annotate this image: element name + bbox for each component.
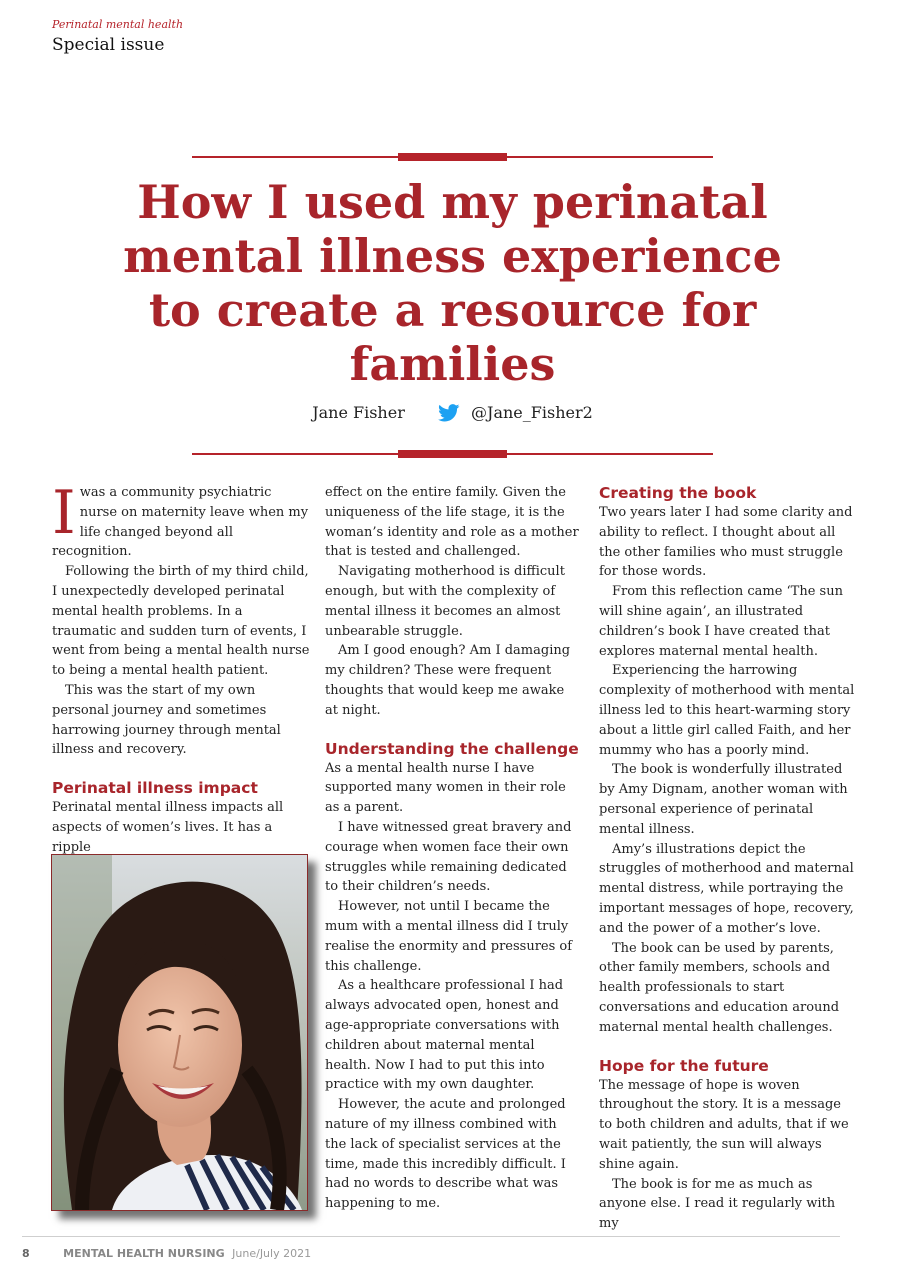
twitter-bird-icon: [438, 404, 460, 422]
paragraph: However, the acute and prolonged nature of my illness combined with the lack of specialist services at the time, made this incredibly difficult. I had no words to describe what was happening to me.: [325, 1097, 566, 1212]
twitter-handle: @Jane_Fisher2: [471, 403, 593, 422]
column-1: [52, 478, 310, 858]
paragraph: Am I good enough? Am I damaging my children? These were frequent thoughts that would keep me awake at night.: [325, 643, 571, 718]
article-title: How I used my perinatal mental illness experience to create a resource for families: [123, 175, 782, 391]
top-rule-accent: [398, 153, 507, 161]
paragraph: Navigating motherhood is difficult enough, but with the complexity of mental illness it becomes an almost unbearable struggle.: [325, 564, 565, 639]
page-number: 8: [22, 1247, 30, 1260]
top-rule: [192, 156, 713, 158]
section-title: Special issue: [52, 35, 165, 55]
drop-cap: I: [52, 478, 76, 548]
byline: [0, 403, 905, 422]
paragraph: The book is wonderfully illustrated by Amy Dignam, another woman with personal experience of perinatal mental illness.: [599, 762, 848, 837]
paragraph: Iwas a community psychiatric nurse on maternity leave when my life changed beyond all recognition.: [52, 478, 309, 560]
magazine-name: MENTAL HEALTH NURSING: [63, 1247, 225, 1260]
issue-date: June/July 2021: [232, 1247, 312, 1260]
paragraph: However, not until I became the mum with a mental illness did I truly realise the enormity and pressures of this challenge.: [325, 899, 573, 974]
subheading: Perinatal illness impact: [52, 779, 258, 798]
bottom-rule: [192, 453, 713, 455]
paragraph: This was the start of my own personal journey and sometimes harrowing journey through mental illness and recovery.: [52, 682, 281, 758]
paragraph: As a healthcare professional I had always advocated open, honest and age-appropriate conversations with children about maternal mental health. Now I had to put this into practice with my own daughter.: [325, 978, 564, 1093]
paragraph: As a mental health nurse I have supported many women in their role as a parent.: [325, 760, 566, 816]
paragraph: I have witnessed great bravery and courage when women face their own struggles while remaining dedicated to their children’s needs.: [325, 819, 572, 895]
subheading: Hope for the future: [599, 1056, 769, 1075]
paragraph: Two years later I had some clarity and ability to reflect. I thought about all the other families who must struggle for those words.: [599, 505, 853, 580]
paragraph: The book can be used by parents, other family members, schools and health professionals to start conversations and education around maternal mental health challenges.: [599, 940, 840, 1035]
section-kicker: Perinatal mental health: [52, 18, 184, 31]
paragraph: From this reflection came ‘The sun will shine again’, an illustrated children’s book I have created that explores maternal mental health.: [599, 584, 843, 659]
paragraph: effect on the entire family. Given the uniqueness of the life stage, it is the woman’s identity and role as a mother that is tested and challenged.: [325, 485, 579, 560]
column-3: [599, 483, 857, 1234]
paragraph: Amy’s illustrations depict the struggles of motherhood and maternal mental distress, while portraying the important messages of hope, recovery, and the power of a mother’s love.: [599, 841, 854, 936]
paragraph: Following the birth of my third child, I unexpectedly developed perinatal mental health problems. In a traumatic and sudden turn of events, I went from being a mental health nurse to being a mental health patient.: [52, 564, 310, 679]
author-photo: [51, 854, 308, 1211]
footer-rule: [22, 1236, 840, 1237]
portrait-image: [52, 855, 307, 1210]
subheading: Understanding the challenge: [325, 739, 579, 758]
paragraph: The message of hope is woven throughout the story. It is a message to both children and adults, that if we wait patiently, the sun will always shine again.: [599, 1077, 849, 1172]
paragraph: The book is for me as much as anyone else. I read it regularly with my: [599, 1176, 836, 1232]
author-name: Jane Fisher: [312, 403, 405, 422]
bottom-rule-accent: [398, 450, 507, 458]
column-2: [325, 483, 581, 1214]
paragraph: Experiencing the harrowing complexity of motherhood with mental illness led to this heart-warming story about a little girl called Faith, and her mummy who has a poorly mind.: [599, 663, 855, 758]
paragraph: Perinatal mental illness impacts all aspects of women’s lives. It has a ripple: [52, 800, 284, 855]
subheading: Creating the book: [599, 484, 757, 502]
page-footer: [22, 1247, 311, 1260]
